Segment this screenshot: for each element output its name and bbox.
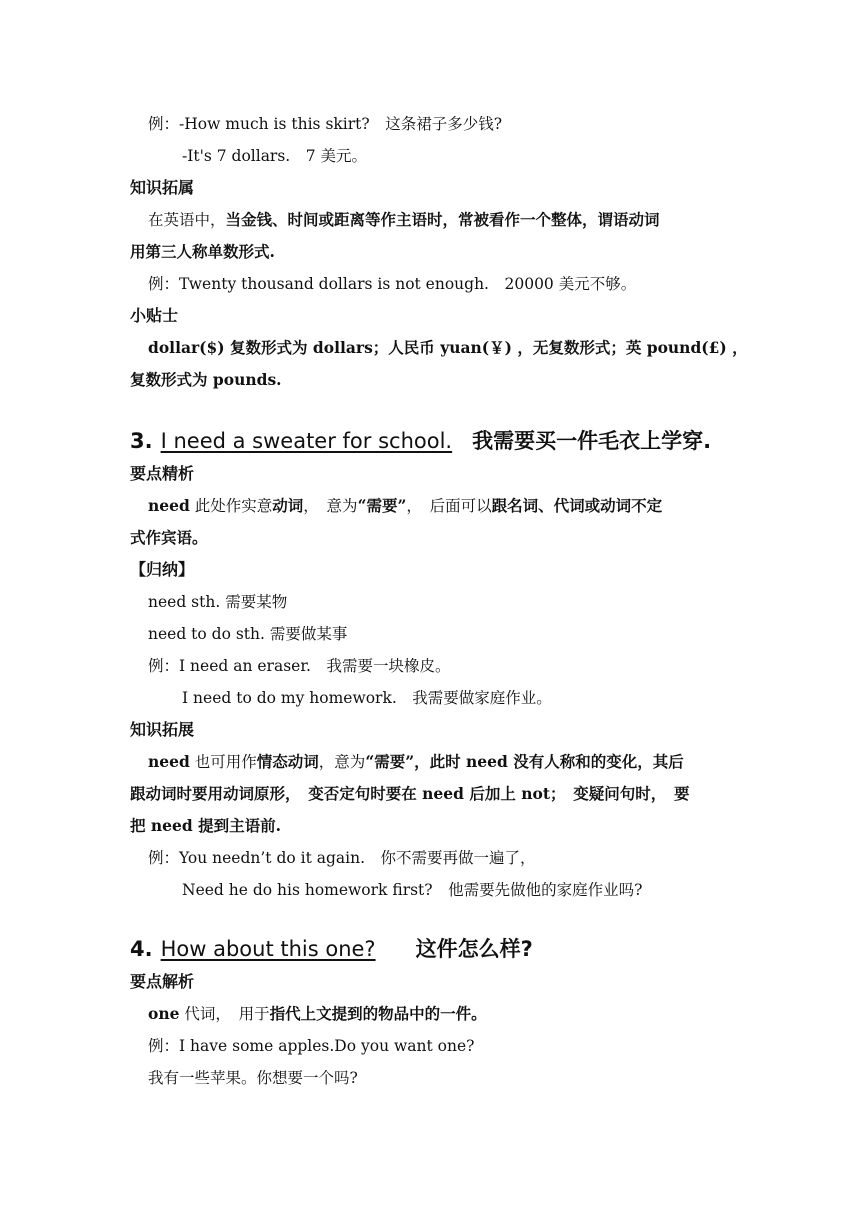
paragraph-line: 把 need 提到主语前. <box>130 816 282 835</box>
section-heading-tips: 小贴士 <box>130 306 179 325</box>
example-eraser: 例：I need an eraser. 我需要一块橡皮。 <box>148 657 451 675</box>
paragraph-text: 代词， 用于 <box>179 1005 270 1023</box>
paragraph-line <box>148 496 740 516</box>
tips-line: 复数形式为 pounds. <box>130 370 282 389</box>
keyword: “需要”，此时 need 没有人称和的变化，其后 <box>365 752 684 771</box>
example-skirt-question: 例：-How much is this skirt? 这条裙子多少钱? <box>148 115 503 133</box>
keyword: “需要” <box>357 496 407 515</box>
paragraph-text: 此处作实意 <box>189 497 273 515</box>
section-chinese-translation: 这件怎么样? <box>415 937 533 961</box>
example-neednt: 例：You needn’t do it again. 你不需要再做一遍了， <box>148 849 536 867</box>
tips-line: dollar($) 复数形式为 dollars；人民币 yuan(￥) ，无复数形式；英 pound(£) ， <box>148 338 748 357</box>
paragraph-line: 用第三人称单数形式. <box>130 242 275 261</box>
paragraph-text: ， 意为 <box>303 497 358 515</box>
section-heading-key-points: 要点精析 <box>130 464 195 483</box>
paragraph-bold-text: 当金钱、时间或距离等作主语时，常被看作一个整体，谓语动词 <box>225 210 660 229</box>
example-skirt-answer: -It's 7 dollars. 7 美元。 <box>182 147 368 165</box>
keyword: 情态动词 <box>256 752 319 771</box>
example-homework: I need to do my homework. 我需要做家庭作业。 <box>182 689 552 707</box>
example-need-he: Need he do his homework first? 他需要先做他的家庭作业吗? <box>182 881 643 899</box>
section-heading-key-analysis: 要点解析 <box>130 972 195 991</box>
paragraph-line <box>148 1004 758 1024</box>
section-english-sentence: How about this one? <box>160 937 376 961</box>
keyword: one <box>148 1004 180 1023</box>
section-number: 3. <box>130 429 153 453</box>
section-3-title <box>130 428 711 454</box>
section-chinese-translation: 我需要买一件毛衣上学穿. <box>472 429 712 453</box>
section-heading-summary: 【归纳】 <box>130 560 195 579</box>
summary-item: need to do sth. 需要做某事 <box>148 625 348 643</box>
summary-item: need sth. 需要某物 <box>148 593 288 611</box>
paragraph-text: ， 后面可以 <box>406 497 492 515</box>
keyword: 跟名词、代词或动词不定 <box>491 496 663 515</box>
example-apples-translation: 我有一些苹果。你想要一个吗? <box>148 1069 358 1087</box>
paragraph-line: 跟动词时要用动词原形， 变否定句时要在 need 后加上 not； 变疑问句时， 要 <box>130 784 690 803</box>
keyword: 指代上文提到的物品中的一件。 <box>269 1004 487 1023</box>
paragraph-text: 在英语中， <box>148 211 226 229</box>
section-heading-knowledge-expansion: 知识拓展 <box>130 720 195 739</box>
section-4-title <box>130 936 533 962</box>
example-twenty-thousand: 例：Twenty thousand dollars is not enough. 20000 美元不够。 <box>148 275 637 293</box>
keyword: 动词 <box>272 496 304 515</box>
section-heading-knowledge-extension: 知识拓属 <box>130 178 195 197</box>
section-english-sentence: I need a sweater for school. <box>160 429 453 453</box>
keyword: need <box>148 496 190 515</box>
section-number: 4. <box>130 937 153 961</box>
paragraph-text: ，意为 <box>318 753 366 771</box>
paragraph-text: 也可用作 <box>189 753 257 771</box>
paragraph-line: 式作宾语。 <box>130 528 208 547</box>
paragraph-line <box>148 210 740 230</box>
example-apples: 例：I have some apples.Do you want one? <box>148 1037 475 1055</box>
keyword: need <box>148 752 190 771</box>
paragraph-line <box>148 752 740 772</box>
